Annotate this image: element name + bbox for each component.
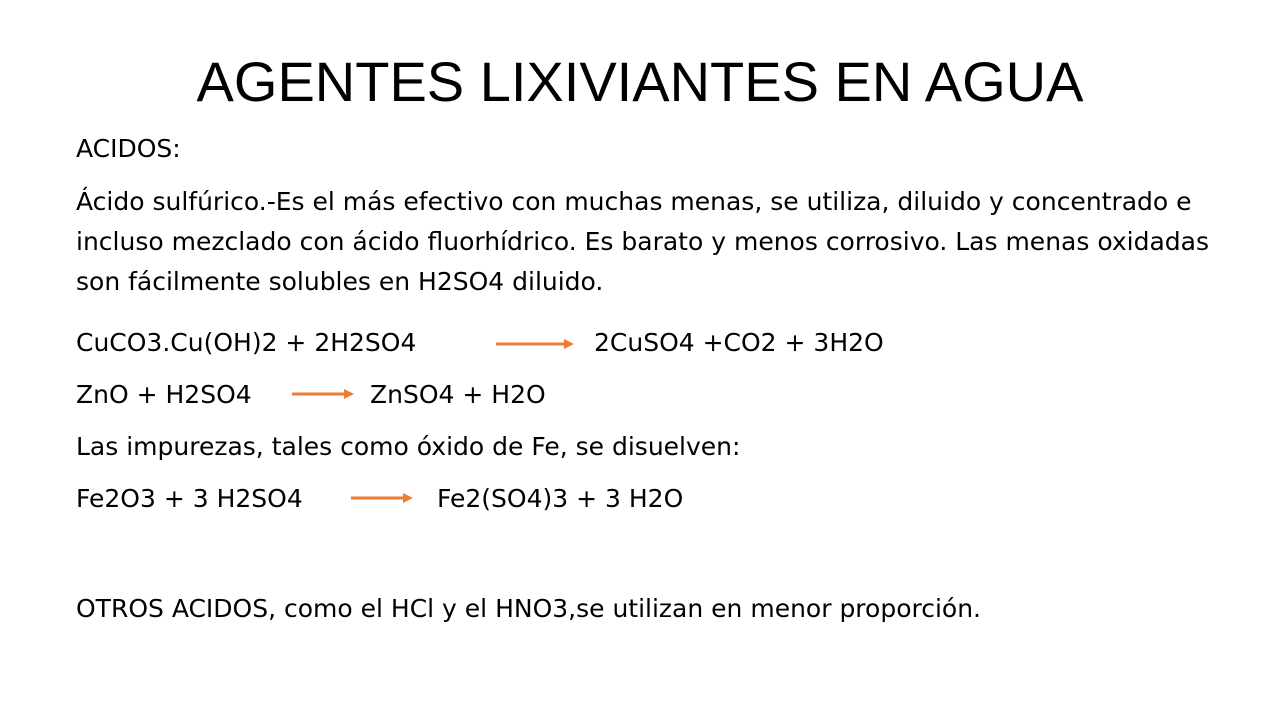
equation-3-reactants: Fe2O3 + 3 H2SO4 [76,484,303,513]
equation-2-products: ZnSO4 + H2O [370,380,546,409]
reaction-arrow-1 [496,336,576,352]
reaction-arrow-3 [351,490,415,506]
impurezas-text: Las impurezas, tales como óxido de Fe, se disuelven: [76,432,741,461]
equation-1-products: 2CuSO4 +CO2 + 3H2O [594,328,884,357]
sulfurico-paragraph: Ácido sulfúrico.-Es el más efectivo con muchas menas, se utiliza, diluido y concentrado e incluso mezclado con ácido fluorhídrico. Es barato y menos corrosivo. Las menas oxidadas son fácilmente solubles en H2SO4 diluido. [76,187,1209,296]
otros-acidos-text: OTROS ACIDOS, como el HCl y el HNO3,se utilizan en menor proporción. [76,594,982,623]
reaction-arrow-icon [496,336,576,352]
reaction-arrow-icon [351,490,415,506]
equation-3-products: Fe2(SO4)3 + 3 H2O [437,484,684,513]
equation-2-reactants: ZnO + H2SO4 [76,380,252,409]
slide-title: AGENTES LIXIVIANTES EN AGUA [196,50,1084,113]
reaction-arrow-2 [292,386,356,402]
equation-1-reactants: CuCO3.Cu(OH)2 + 2H2SO4 [76,328,417,357]
reaction-arrow-icon [292,386,356,402]
acidos-heading: ACIDOS: [76,134,181,163]
